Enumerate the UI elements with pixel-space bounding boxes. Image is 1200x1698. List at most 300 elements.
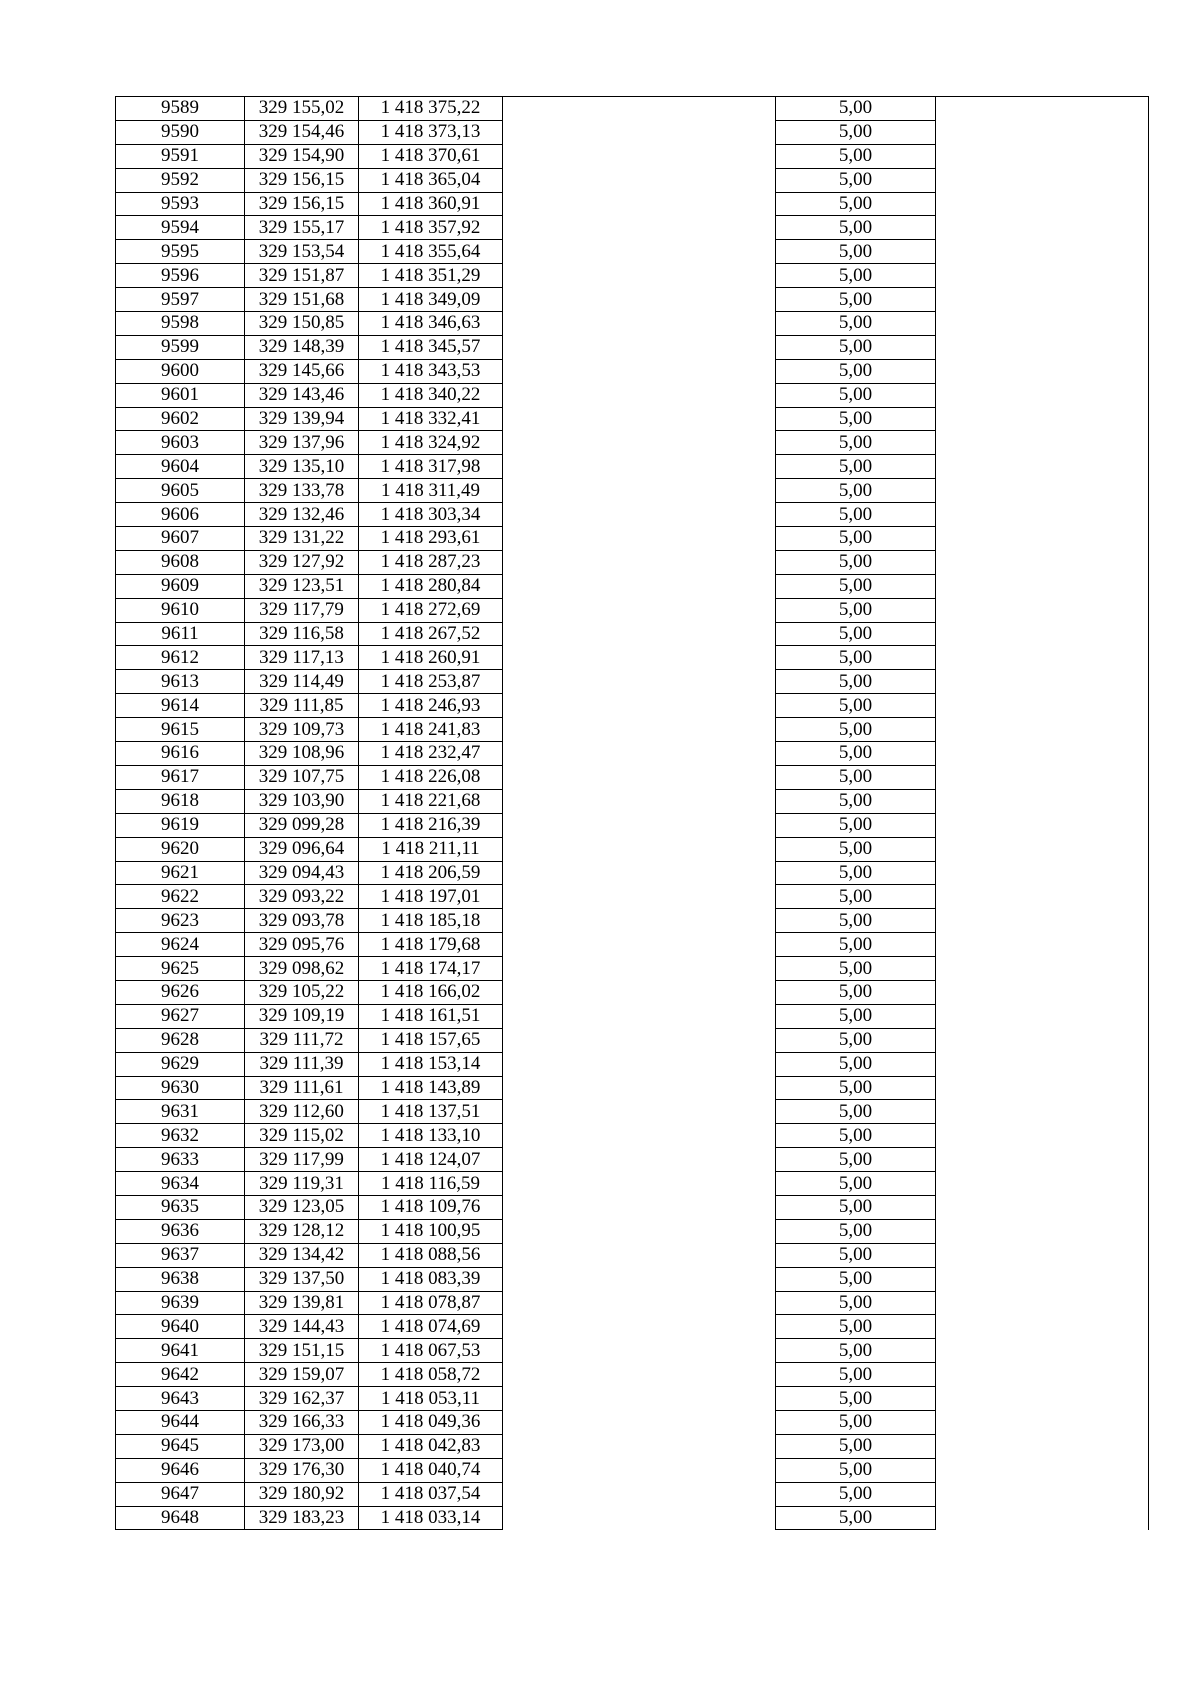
empty-cell	[503, 1434, 776, 1458]
empty-cell	[503, 192, 776, 216]
y-coordinate-cell: 1 418 157,65	[359, 1028, 503, 1052]
empty-cell	[503, 694, 776, 718]
point-number-cell: 9632	[116, 1124, 245, 1148]
point-number-cell: 9603	[116, 431, 245, 455]
value-cell: 5,00	[776, 527, 936, 551]
notes-cell	[936, 1219, 1149, 1243]
notes-cell	[936, 670, 1149, 694]
notes-cell	[936, 431, 1149, 455]
y-coordinate-cell: 1 418 365,04	[359, 168, 503, 192]
point-number-cell: 9626	[116, 980, 245, 1004]
empty-cell	[503, 288, 776, 312]
table-row	[116, 264, 1149, 288]
value-cell: 5,00	[776, 455, 936, 479]
value-cell: 5,00	[776, 1363, 936, 1387]
y-coordinate-cell: 1 418 226,08	[359, 765, 503, 789]
value-cell: 5,00	[776, 742, 936, 766]
empty-cell	[503, 407, 776, 431]
x-coordinate-cell: 329 180,92	[245, 1482, 359, 1506]
x-coordinate-cell: 329 116,58	[245, 622, 359, 646]
value-cell: 5,00	[776, 1076, 936, 1100]
x-coordinate-cell: 329 148,39	[245, 335, 359, 359]
table-row	[116, 1004, 1149, 1028]
table-row	[116, 407, 1149, 431]
point-number-cell: 9615	[116, 718, 245, 742]
notes-cell	[936, 1506, 1149, 1530]
notes-cell	[936, 1124, 1149, 1148]
empty-cell	[503, 1387, 776, 1411]
empty-cell	[503, 1410, 776, 1434]
point-number-cell: 9642	[116, 1363, 245, 1387]
point-number-cell: 9590	[116, 120, 245, 144]
empty-cell	[503, 264, 776, 288]
value-cell: 5,00	[776, 1339, 936, 1363]
x-coordinate-cell: 329 112,60	[245, 1100, 359, 1124]
value-cell: 5,00	[776, 335, 936, 359]
notes-cell	[936, 598, 1149, 622]
value-cell: 5,00	[776, 240, 936, 264]
value-cell: 5,00	[776, 1458, 936, 1482]
x-coordinate-cell: 329 093,22	[245, 885, 359, 909]
notes-cell	[936, 765, 1149, 789]
empty-cell	[503, 670, 776, 694]
table-row	[116, 240, 1149, 264]
empty-cell	[503, 1100, 776, 1124]
value-cell: 5,00	[776, 1243, 936, 1267]
value-cell: 5,00	[776, 1506, 936, 1530]
empty-cell	[503, 957, 776, 981]
y-coordinate-cell: 1 418 042,83	[359, 1434, 503, 1458]
notes-cell	[936, 1291, 1149, 1315]
point-number-cell: 9589	[116, 97, 245, 121]
point-number-cell: 9608	[116, 550, 245, 574]
point-number-cell: 9630	[116, 1076, 245, 1100]
table-row	[116, 861, 1149, 885]
y-coordinate-cell: 1 418 185,18	[359, 909, 503, 933]
x-coordinate-cell: 329 105,22	[245, 980, 359, 1004]
x-coordinate-cell: 329 117,99	[245, 1148, 359, 1172]
point-number-cell: 9620	[116, 837, 245, 861]
empty-cell	[503, 312, 776, 336]
notes-cell	[936, 1482, 1149, 1506]
y-coordinate-cell: 1 418 221,68	[359, 789, 503, 813]
value-cell: 5,00	[776, 694, 936, 718]
y-coordinate-cell: 1 418 049,36	[359, 1410, 503, 1434]
value-cell: 5,00	[776, 1052, 936, 1076]
x-coordinate-cell: 329 162,37	[245, 1387, 359, 1411]
x-coordinate-cell: 329 132,46	[245, 503, 359, 527]
empty-cell	[503, 97, 776, 121]
value-cell: 5,00	[776, 933, 936, 957]
y-coordinate-cell: 1 418 346,63	[359, 312, 503, 336]
empty-cell	[503, 1267, 776, 1291]
empty-cell	[503, 885, 776, 909]
x-coordinate-cell: 329 183,23	[245, 1506, 359, 1530]
x-coordinate-cell: 329 114,49	[245, 670, 359, 694]
point-number-cell: 9610	[116, 598, 245, 622]
empty-cell	[503, 789, 776, 813]
table-row	[116, 980, 1149, 1004]
table-row	[116, 813, 1149, 837]
y-coordinate-cell: 1 418 067,53	[359, 1339, 503, 1363]
value-cell: 5,00	[776, 980, 936, 1004]
notes-cell	[936, 742, 1149, 766]
point-number-cell: 9643	[116, 1387, 245, 1411]
point-number-cell: 9648	[116, 1506, 245, 1530]
notes-cell	[936, 789, 1149, 813]
table-row	[116, 1028, 1149, 1052]
point-number-cell: 9645	[116, 1434, 245, 1458]
point-number-cell: 9604	[116, 455, 245, 479]
empty-cell	[503, 980, 776, 1004]
y-coordinate-cell: 1 418 153,14	[359, 1052, 503, 1076]
point-number-cell: 9616	[116, 742, 245, 766]
table-row	[116, 933, 1149, 957]
y-coordinate-cell: 1 418 040,74	[359, 1458, 503, 1482]
notes-cell	[936, 574, 1149, 598]
y-coordinate-cell: 1 418 340,22	[359, 383, 503, 407]
point-number-cell: 9600	[116, 359, 245, 383]
x-coordinate-cell: 329 111,85	[245, 694, 359, 718]
y-coordinate-cell: 1 418 272,69	[359, 598, 503, 622]
x-coordinate-cell: 329 151,87	[245, 264, 359, 288]
empty-cell	[503, 742, 776, 766]
notes-cell	[936, 359, 1149, 383]
point-number-cell: 9636	[116, 1219, 245, 1243]
notes-cell	[936, 288, 1149, 312]
point-number-cell: 9597	[116, 288, 245, 312]
value-cell: 5,00	[776, 264, 936, 288]
table-row	[116, 97, 1149, 121]
notes-cell	[936, 527, 1149, 551]
notes-cell	[936, 1028, 1149, 1052]
y-coordinate-cell: 1 418 124,07	[359, 1148, 503, 1172]
x-coordinate-cell: 329 139,81	[245, 1291, 359, 1315]
x-coordinate-cell: 329 095,76	[245, 933, 359, 957]
point-number-cell: 9635	[116, 1195, 245, 1219]
empty-cell	[503, 646, 776, 670]
x-coordinate-cell: 329 154,46	[245, 120, 359, 144]
y-coordinate-cell: 1 418 293,61	[359, 527, 503, 551]
value-cell: 5,00	[776, 1100, 936, 1124]
point-number-cell: 9631	[116, 1100, 245, 1124]
point-number-cell: 9609	[116, 574, 245, 598]
notes-cell	[936, 1100, 1149, 1124]
point-number-cell: 9606	[116, 503, 245, 527]
empty-cell	[503, 1076, 776, 1100]
value-cell: 5,00	[776, 431, 936, 455]
y-coordinate-cell: 1 418 349,09	[359, 288, 503, 312]
table-row	[116, 885, 1149, 909]
empty-cell	[503, 550, 776, 574]
x-coordinate-cell: 329 099,28	[245, 813, 359, 837]
empty-cell	[503, 598, 776, 622]
point-number-cell: 9622	[116, 885, 245, 909]
table-row	[116, 335, 1149, 359]
value-cell: 5,00	[776, 168, 936, 192]
x-coordinate-cell: 329 103,90	[245, 789, 359, 813]
y-coordinate-cell: 1 418 088,56	[359, 1243, 503, 1267]
empty-cell	[503, 718, 776, 742]
y-coordinate-cell: 1 418 116,59	[359, 1172, 503, 1196]
value-cell: 5,00	[776, 1195, 936, 1219]
empty-cell	[503, 1148, 776, 1172]
value-cell: 5,00	[776, 216, 936, 240]
x-coordinate-cell: 329 151,15	[245, 1339, 359, 1363]
notes-cell	[936, 383, 1149, 407]
x-coordinate-cell: 329 156,15	[245, 192, 359, 216]
y-coordinate-cell: 1 418 083,39	[359, 1267, 503, 1291]
point-number-cell: 9611	[116, 622, 245, 646]
notes-cell	[936, 479, 1149, 503]
point-number-cell: 9592	[116, 168, 245, 192]
notes-cell	[936, 503, 1149, 527]
y-coordinate-cell: 1 418 100,95	[359, 1219, 503, 1243]
x-coordinate-cell: 329 109,73	[245, 718, 359, 742]
value-cell: 5,00	[776, 479, 936, 503]
point-number-cell: 9596	[116, 264, 245, 288]
table-row	[116, 1172, 1149, 1196]
table-row	[116, 288, 1149, 312]
notes-cell	[936, 1052, 1149, 1076]
value-cell: 5,00	[776, 574, 936, 598]
point-number-cell: 9623	[116, 909, 245, 933]
point-number-cell: 9599	[116, 335, 245, 359]
x-coordinate-cell: 329 096,64	[245, 837, 359, 861]
notes-cell	[936, 240, 1149, 264]
empty-cell	[503, 1506, 776, 1530]
empty-cell	[503, 455, 776, 479]
table-row	[116, 216, 1149, 240]
x-coordinate-cell: 329 176,30	[245, 1458, 359, 1482]
value-cell: 5,00	[776, 861, 936, 885]
table-row	[116, 550, 1149, 574]
y-coordinate-cell: 1 418 246,93	[359, 694, 503, 718]
point-number-cell: 9612	[116, 646, 245, 670]
table-row	[116, 1100, 1149, 1124]
y-coordinate-cell: 1 418 343,53	[359, 359, 503, 383]
empty-cell	[503, 1339, 776, 1363]
table-row	[116, 670, 1149, 694]
x-coordinate-cell: 329 093,78	[245, 909, 359, 933]
value-cell: 5,00	[776, 1410, 936, 1434]
y-coordinate-cell: 1 418 166,02	[359, 980, 503, 1004]
empty-cell	[503, 1219, 776, 1243]
notes-cell	[936, 957, 1149, 981]
table-row	[116, 431, 1149, 455]
empty-cell	[503, 240, 776, 264]
table-row	[116, 1410, 1149, 1434]
x-coordinate-cell: 329 111,72	[245, 1028, 359, 1052]
x-coordinate-cell: 329 127,92	[245, 550, 359, 574]
x-coordinate-cell: 329 123,05	[245, 1195, 359, 1219]
table-row	[116, 622, 1149, 646]
empty-cell	[503, 1482, 776, 1506]
point-number-cell: 9621	[116, 861, 245, 885]
point-number-cell: 9613	[116, 670, 245, 694]
x-coordinate-cell: 329 111,61	[245, 1076, 359, 1100]
table-row	[116, 192, 1149, 216]
table-row	[116, 765, 1149, 789]
notes-cell	[936, 718, 1149, 742]
coordinates-table-body	[116, 97, 1149, 1530]
point-number-cell: 9595	[116, 240, 245, 264]
empty-cell	[503, 909, 776, 933]
table-row	[116, 1219, 1149, 1243]
y-coordinate-cell: 1 418 137,51	[359, 1100, 503, 1124]
y-coordinate-cell: 1 418 216,39	[359, 813, 503, 837]
point-number-cell: 9629	[116, 1052, 245, 1076]
value-cell: 5,00	[776, 765, 936, 789]
value-cell: 5,00	[776, 1124, 936, 1148]
notes-cell	[936, 1172, 1149, 1196]
empty-cell	[503, 144, 776, 168]
value-cell: 5,00	[776, 837, 936, 861]
point-number-cell: 9641	[116, 1339, 245, 1363]
point-number-cell: 9594	[116, 216, 245, 240]
point-number-cell: 9633	[116, 1148, 245, 1172]
table-row	[116, 1124, 1149, 1148]
empty-cell	[503, 622, 776, 646]
point-number-cell: 9646	[116, 1458, 245, 1482]
y-coordinate-cell: 1 418 317,98	[359, 455, 503, 479]
empty-cell	[503, 1315, 776, 1339]
x-coordinate-cell: 329 159,07	[245, 1363, 359, 1387]
y-coordinate-cell: 1 418 206,59	[359, 861, 503, 885]
x-coordinate-cell: 329 155,02	[245, 97, 359, 121]
x-coordinate-cell: 329 151,68	[245, 288, 359, 312]
notes-cell	[936, 1195, 1149, 1219]
empty-cell	[503, 765, 776, 789]
table-row	[116, 527, 1149, 551]
x-coordinate-cell: 329 109,19	[245, 1004, 359, 1028]
table-row	[116, 120, 1149, 144]
y-coordinate-cell: 1 418 058,72	[359, 1363, 503, 1387]
empty-cell	[503, 1458, 776, 1482]
y-coordinate-cell: 1 418 351,29	[359, 264, 503, 288]
table-row	[116, 1195, 1149, 1219]
notes-cell	[936, 885, 1149, 909]
y-coordinate-cell: 1 418 303,34	[359, 503, 503, 527]
value-cell: 5,00	[776, 957, 936, 981]
table-row	[116, 455, 1149, 479]
table-row	[116, 1267, 1149, 1291]
table-row	[116, 909, 1149, 933]
empty-cell	[503, 933, 776, 957]
value-cell: 5,00	[776, 288, 936, 312]
y-coordinate-cell: 1 418 232,47	[359, 742, 503, 766]
y-coordinate-cell: 1 418 133,10	[359, 1124, 503, 1148]
y-coordinate-cell: 1 418 109,76	[359, 1195, 503, 1219]
notes-cell	[936, 861, 1149, 885]
y-coordinate-cell: 1 418 287,23	[359, 550, 503, 574]
x-coordinate-cell: 329 107,75	[245, 765, 359, 789]
value-cell: 5,00	[776, 1148, 936, 1172]
notes-cell	[936, 909, 1149, 933]
table-row	[116, 144, 1149, 168]
empty-cell	[503, 216, 776, 240]
point-number-cell: 9634	[116, 1172, 245, 1196]
notes-cell	[936, 813, 1149, 837]
notes-cell	[936, 97, 1149, 121]
y-coordinate-cell: 1 418 033,14	[359, 1506, 503, 1530]
notes-cell	[936, 335, 1149, 359]
value-cell: 5,00	[776, 407, 936, 431]
y-coordinate-cell: 1 418 197,01	[359, 885, 503, 909]
table-row	[116, 1506, 1149, 1530]
value-cell: 5,00	[776, 813, 936, 837]
notes-cell	[936, 168, 1149, 192]
point-number-cell: 9638	[116, 1267, 245, 1291]
y-coordinate-cell: 1 418 053,11	[359, 1387, 503, 1411]
value-cell: 5,00	[776, 312, 936, 336]
notes-cell	[936, 646, 1149, 670]
point-number-cell: 9640	[116, 1315, 245, 1339]
coordinates-table	[115, 96, 1149, 1530]
table-row	[116, 646, 1149, 670]
notes-cell	[936, 1243, 1149, 1267]
x-coordinate-cell: 329 131,22	[245, 527, 359, 551]
value-cell: 5,00	[776, 622, 936, 646]
point-number-cell: 9593	[116, 192, 245, 216]
table-row	[116, 1482, 1149, 1506]
table-row	[116, 1291, 1149, 1315]
y-coordinate-cell: 1 418 345,57	[359, 335, 503, 359]
table-row	[116, 168, 1149, 192]
empty-cell	[503, 168, 776, 192]
value-cell: 5,00	[776, 1172, 936, 1196]
notes-cell	[936, 1076, 1149, 1100]
point-number-cell: 9625	[116, 957, 245, 981]
empty-cell	[503, 383, 776, 407]
empty-cell	[503, 431, 776, 455]
x-coordinate-cell: 329 098,62	[245, 957, 359, 981]
empty-cell	[503, 359, 776, 383]
y-coordinate-cell: 1 418 332,41	[359, 407, 503, 431]
x-coordinate-cell: 329 117,79	[245, 598, 359, 622]
table-row	[116, 742, 1149, 766]
y-coordinate-cell: 1 418 241,83	[359, 718, 503, 742]
empty-cell	[503, 1028, 776, 1052]
y-coordinate-cell: 1 418 324,92	[359, 431, 503, 455]
x-coordinate-cell: 329 134,42	[245, 1243, 359, 1267]
point-number-cell: 9614	[116, 694, 245, 718]
table-row	[116, 1076, 1149, 1100]
point-number-cell: 9647	[116, 1482, 245, 1506]
value-cell: 5,00	[776, 1028, 936, 1052]
notes-cell	[936, 933, 1149, 957]
point-number-cell: 9605	[116, 479, 245, 503]
y-coordinate-cell: 1 418 375,22	[359, 97, 503, 121]
point-number-cell: 9602	[116, 407, 245, 431]
value-cell: 5,00	[776, 718, 936, 742]
table-row	[116, 1052, 1149, 1076]
table-row	[116, 957, 1149, 981]
y-coordinate-cell: 1 418 370,61	[359, 144, 503, 168]
y-coordinate-cell: 1 418 037,54	[359, 1482, 503, 1506]
y-coordinate-cell: 1 418 074,69	[359, 1315, 503, 1339]
notes-cell	[936, 1339, 1149, 1363]
notes-cell	[936, 622, 1149, 646]
x-coordinate-cell: 329 111,39	[245, 1052, 359, 1076]
empty-cell	[503, 837, 776, 861]
value-cell: 5,00	[776, 1004, 936, 1028]
point-number-cell: 9637	[116, 1243, 245, 1267]
value-cell: 5,00	[776, 550, 936, 574]
table-row	[116, 718, 1149, 742]
value-cell: 5,00	[776, 885, 936, 909]
value-cell: 5,00	[776, 598, 936, 622]
